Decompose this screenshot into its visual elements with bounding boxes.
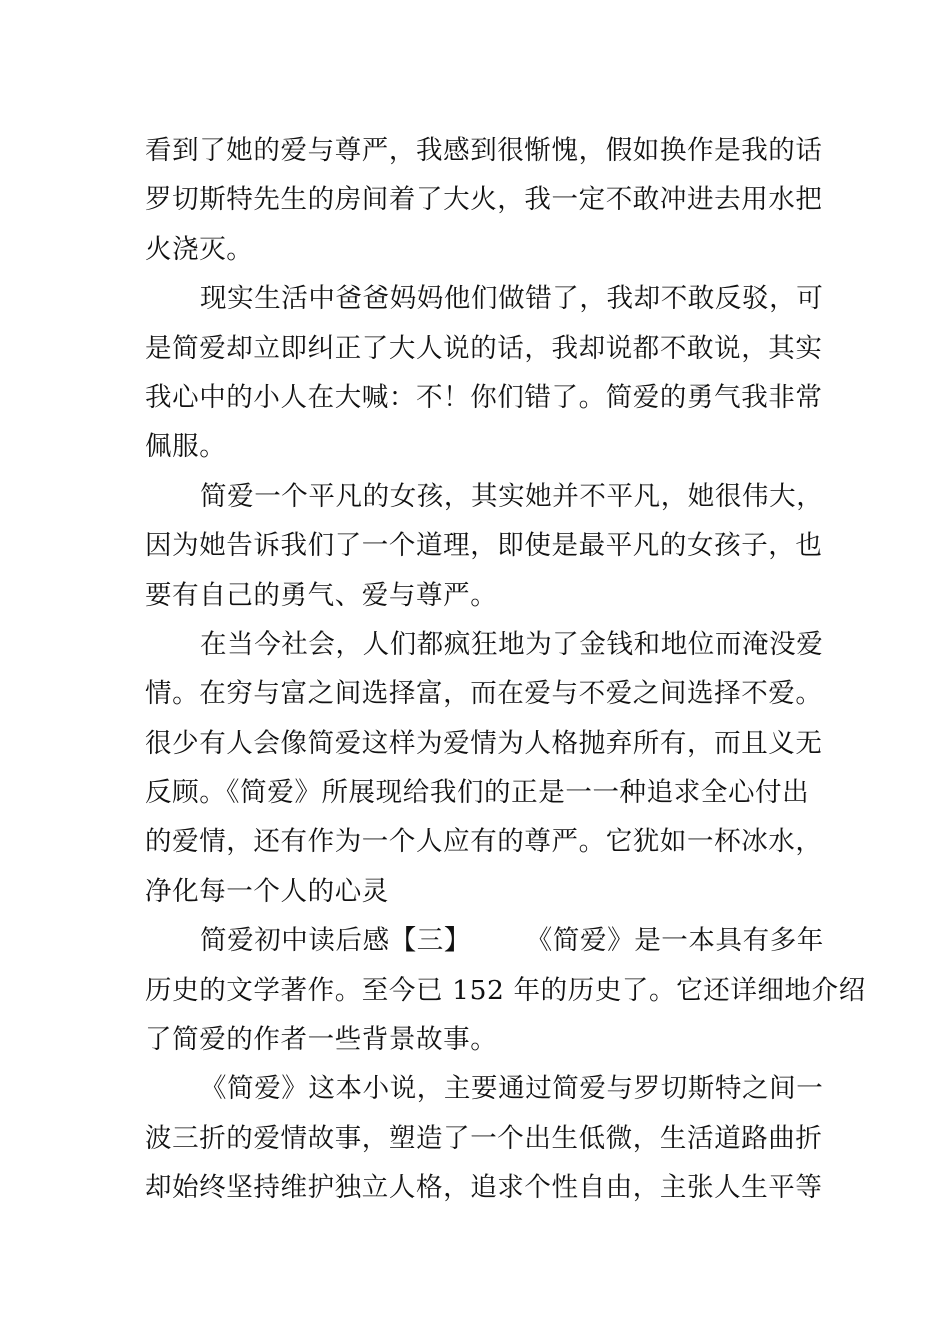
body-text <box>145 126 866 1213</box>
text-line: 是简爱却立即纠正了大人说的话，我却说都不敢说，其实 <box>145 332 823 364</box>
text-line: 《简爱》这本小说，主要通过简爱与罗切斯特之间一 <box>200 1073 824 1105</box>
text-line: 现实生活中爸爸妈妈他们做错了，我却不敢反驳，可 <box>200 283 824 315</box>
text-line: 因为她告诉我们了一个道理，即使是最平凡的女孩子，也 <box>145 530 823 562</box>
text-line: 罗切斯特先生的房间着了大火，我一定不敢冲进去用水把 <box>145 184 823 216</box>
text-line: 简爱一个平凡的女孩，其实她并不平凡，她很伟大， <box>200 480 824 512</box>
text-line: 我心中的小人在大喊：不！你们错了。简爱的勇气我非常 <box>145 381 823 413</box>
text-line: 看到了她的爱与尊严，我感到很惭愧，假如换作是我的话 <box>145 135 823 166</box>
text-line: 在当今社会，人们都疯狂地为了金钱和地位而淹没爱 <box>200 628 824 660</box>
text-line: 反顾。《简爱》所展现给我们的正是一一种追求全心付出 <box>145 777 810 809</box>
text-line: 了简爱的作者一些背景故事。 <box>145 1024 498 1056</box>
text-line: 情。在穷与富之间选择富，而在爱与不爱之间选择不爱。 <box>145 678 823 710</box>
text-line: 历史的文学著作。至今已 152 年的历史了。它还详细地介绍 <box>145 974 866 1006</box>
text-line: 要有自己的勇气、爱与尊严。 <box>145 579 498 611</box>
text-line: 简爱初中读后感【三】 《简爱》是一本具有多年 <box>200 925 824 957</box>
text-line: 火浇灭。 <box>145 233 254 265</box>
text-line: 净化每一个人的心灵 <box>145 875 389 907</box>
text-line: 佩服。 <box>145 431 227 463</box>
text-line: 却始终坚持维护独立人格，追求个性自由，主张人生平等 <box>145 1172 823 1204</box>
text-line: 很少有人会像简爱这样为爱情为人格抛弃所有，而且义无 <box>145 727 823 759</box>
text-line: 的爱情，还有作为一个人应有的尊严。它犹如一杯冰水， <box>145 826 823 858</box>
text-line: 波三折的爱情故事，塑造了一个出生低微，生活道路曲折 <box>145 1122 823 1154</box>
